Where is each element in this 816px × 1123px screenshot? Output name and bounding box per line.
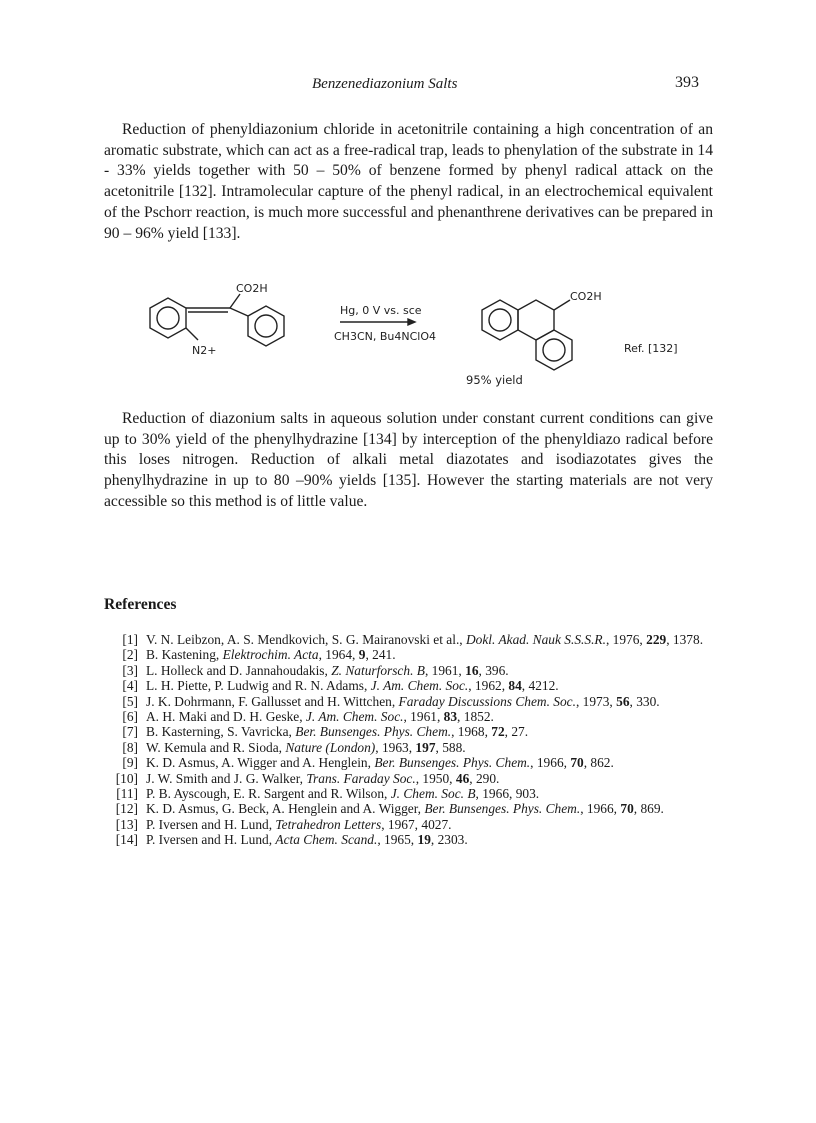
- reference-journal: Tetrahedron Letters: [275, 816, 382, 832]
- product-substituent-label: CO2H: [570, 290, 602, 303]
- reference-journal: Trans. Faraday Soc.: [306, 770, 416, 786]
- reference-text: [146, 817, 724, 832]
- reaction-scheme-drawing: [130, 280, 690, 390]
- reference-item: [104, 771, 724, 786]
- reference-item: [104, 647, 724, 662]
- reference-number: [13]: [115, 816, 138, 832]
- reference-journal: Elektrochim. Acta: [222, 647, 319, 663]
- reference-pages: 903.: [515, 786, 540, 802]
- reference-item: [104, 817, 724, 832]
- reference-item: [104, 663, 724, 678]
- reference-year: , 1963,: [375, 739, 416, 755]
- page-number: 393: [675, 74, 699, 91]
- reference-item: [104, 678, 724, 693]
- diazonium-label: N2+: [192, 344, 217, 357]
- reference-volume: 83: [443, 709, 458, 725]
- reference-journal: J. Chem. Soc. B: [390, 786, 476, 802]
- reactant-benzene-ring-2: [248, 306, 284, 346]
- reference-item: [104, 755, 724, 770]
- reference-number: [11]: [116, 786, 138, 802]
- reference-text: [146, 694, 724, 709]
- reference-number: [12]: [115, 801, 138, 817]
- reference-year: , 1967, 4027.: [381, 816, 452, 832]
- reference-text: [146, 740, 724, 755]
- paragraph-2-text: Reduction of diazonium salts in aqueous solution under constant current conditions can give up to 30% yield of the phenylhydrazine [134] by interception of the phenyldiazo radical before this loses nitrogen. Reduction of alkali metal diazotates and isodiazotates gives the phenylhydrazine in up to 80 –90% yields [135]. However the starting materials are not very accessible so this method is of little value.: [104, 410, 713, 510]
- reference-year: , 1965,: [377, 832, 418, 848]
- reference-year: , 1966,: [475, 786, 516, 802]
- reference-year: , 1966,: [580, 801, 621, 817]
- reference-pages: , 396.: [478, 662, 509, 678]
- reference-journal: J. Am. Chem. Soc.: [305, 709, 404, 725]
- reference-pages: , 330.: [629, 693, 660, 709]
- reference-text: [146, 724, 724, 739]
- reactant-benzene-ring-1: [150, 298, 186, 338]
- reference-year: , 1961,: [403, 709, 444, 725]
- reference-item: [104, 724, 724, 739]
- reference-number: [1]: [122, 632, 138, 647]
- paragraph-1: [104, 120, 713, 244]
- reference-pages: , 241.: [365, 647, 396, 663]
- reference-number: [8]: [122, 739, 138, 755]
- reference-authors: P. B. Ayscough, E. R. Sargent and R. Wilson,: [146, 786, 391, 802]
- reference-authors: L. H. Piette, P. Ludwig and R. N. Adams,: [146, 678, 371, 694]
- reference-number: [10]: [115, 770, 138, 786]
- reference-authors: P. Iversen and H. Lund,: [146, 832, 276, 848]
- yield-label: 95% yield: [466, 373, 523, 387]
- references-list: [104, 632, 724, 848]
- reference-journal: Dokl. Akad. Nauk S.S.S.R.: [465, 632, 606, 647]
- reference-text: [146, 632, 724, 647]
- reference-year: , 1961,: [424, 662, 466, 678]
- reference-year: , 1964,: [318, 647, 359, 663]
- reference-year: , 1966,: [530, 755, 571, 771]
- reference-text: [146, 663, 724, 678]
- product-ring-1: [482, 300, 518, 340]
- reference-volume: 70: [620, 801, 634, 817]
- reference-volume: 72: [491, 724, 505, 740]
- reference-journal: Z. Naturforsch. B: [331, 662, 425, 678]
- reference-pages: , 27.: [504, 724, 529, 740]
- reference-text: [146, 755, 724, 770]
- reference-journal: Acta Chem. Scand.: [275, 832, 378, 848]
- reference-pages: , 2303.: [430, 832, 468, 848]
- reference-pages: , 869.: [633, 801, 664, 817]
- paragraph-1-text: Reduction of phenyldiazonium chloride in acetonitrile containing a high concentration of an aromatic substrate, which can act as a free-radical trap, leads to phenylation of the substrate in 14 - 33% yields together with 50 – 50% of benzene formed by phenyl radical attack on the acetonitrile [132]. Intramolecular capture of the phenyl radical, in an electrochemical equivalent of the Pschorr reaction, is much more successful and phenanthrene derivatives can be prepared in 90 – 96% yield [133].: [104, 121, 713, 242]
- reference-authors: J. W. Smith and J. G. Walker,: [146, 770, 307, 786]
- reference-text: [146, 678, 724, 693]
- reference-number: [5]: [122, 693, 138, 709]
- reference-journal: Ber. Bunsenges. Phys. Chem.: [374, 755, 531, 771]
- reference-authors: P. Iversen and H. Lund,: [146, 816, 276, 832]
- reference-journal: Nature (London): [285, 739, 376, 755]
- reference-volume: 9: [358, 647, 366, 663]
- reference-journal: Faraday Discussions Chem. Soc.: [398, 693, 576, 709]
- conditions-bottom: CH3CN, Bu4NClO4: [334, 330, 436, 343]
- reference-item: [104, 632, 724, 647]
- reference-volume: 229: [646, 632, 667, 647]
- reference-item: [104, 832, 724, 847]
- reference-item: [104, 801, 724, 816]
- reference-volume: 16: [465, 662, 479, 678]
- reference-authors: J. K. Dohrmann, F. Gallusset and H. Wittchen,: [146, 693, 399, 709]
- reference-text: [146, 771, 724, 786]
- reference-volume: 19: [417, 832, 431, 848]
- reference-journal: Ber. Bunsenges. Phys. Chem.: [424, 801, 581, 817]
- reference-year: , 1950,: [415, 770, 456, 786]
- reference-authors: W. Kemula and R. Sioda,: [146, 739, 286, 755]
- reference-volume: 84: [508, 678, 522, 694]
- reference-item: [104, 694, 724, 709]
- reference-item: [104, 709, 724, 724]
- reference-number: [6]: [122, 709, 138, 725]
- reactant-substituent-label: CO2H: [236, 282, 268, 295]
- reference-authors: B. Kasterning, S. Vavricka,: [146, 724, 296, 740]
- reference-item: [104, 786, 724, 801]
- conditions-top: Hg, 0 V vs. sce: [340, 304, 422, 317]
- product-ring-3: [536, 330, 572, 370]
- reference-number: [9]: [122, 755, 138, 771]
- reference-year: , 1968,: [451, 724, 492, 740]
- reference-journal: J. Am. Chem. Soc.: [370, 678, 469, 694]
- reference-authors: L. Holleck and D. Jannahoudakis,: [146, 662, 332, 678]
- reaction-scheme: [130, 280, 690, 390]
- reference-pages: , 1852.: [457, 709, 494, 725]
- reference-text: [146, 647, 724, 662]
- reference-number: [3]: [122, 662, 138, 678]
- reference-authors: A. H. Maki and D. H. Geske,: [146, 709, 306, 725]
- reference-authors: B. Kastening,: [146, 647, 223, 663]
- scheme-ref-label: Ref. [132]: [624, 342, 678, 355]
- paragraph-2: [104, 409, 713, 513]
- reference-pages: , 588.: [435, 739, 466, 755]
- reference-volume: 197: [415, 739, 436, 755]
- reference-pages: , 862.: [583, 755, 614, 771]
- reference-number: [7]: [122, 724, 138, 740]
- reference-volume: 46: [455, 770, 470, 786]
- reference-text: [146, 709, 724, 724]
- reference-number: [4]: [122, 678, 138, 694]
- reference-pages: , 1378.: [666, 632, 704, 647]
- reference-year: , 1976,: [605, 632, 647, 647]
- reference-year: , 1973,: [575, 693, 617, 709]
- product-ring-2: [518, 300, 554, 340]
- reference-text: [146, 801, 724, 816]
- reference-authors: V. N. Leibzon, A. S. Mendkovich, S. G. Mairanovski et al.,: [146, 632, 466, 647]
- references-heading: References: [104, 596, 177, 613]
- reference-text: [146, 786, 724, 801]
- reference-text: [146, 832, 724, 847]
- running-header-title: Benzenediazonium Salts: [312, 76, 458, 92]
- reference-pages: , 4212.: [521, 678, 559, 694]
- reference-authors: K. D. Asmus, A. Wigger and A. Henglein,: [146, 755, 375, 771]
- reference-number: [14]: [115, 832, 138, 848]
- reference-volume: 56: [616, 693, 630, 709]
- reference-volume: 70: [570, 755, 584, 771]
- reference-year: , 1962,: [468, 678, 509, 694]
- reference-authors: K. D. Asmus, G. Beck, A. Henglein and A. Wigger,: [146, 801, 425, 817]
- reference-item: [104, 740, 724, 755]
- reference-journal: Ber. Bunsenges. Phys. Chem.: [295, 724, 452, 740]
- reference-pages: , 290.: [469, 770, 500, 786]
- reference-number: [2]: [122, 647, 138, 663]
